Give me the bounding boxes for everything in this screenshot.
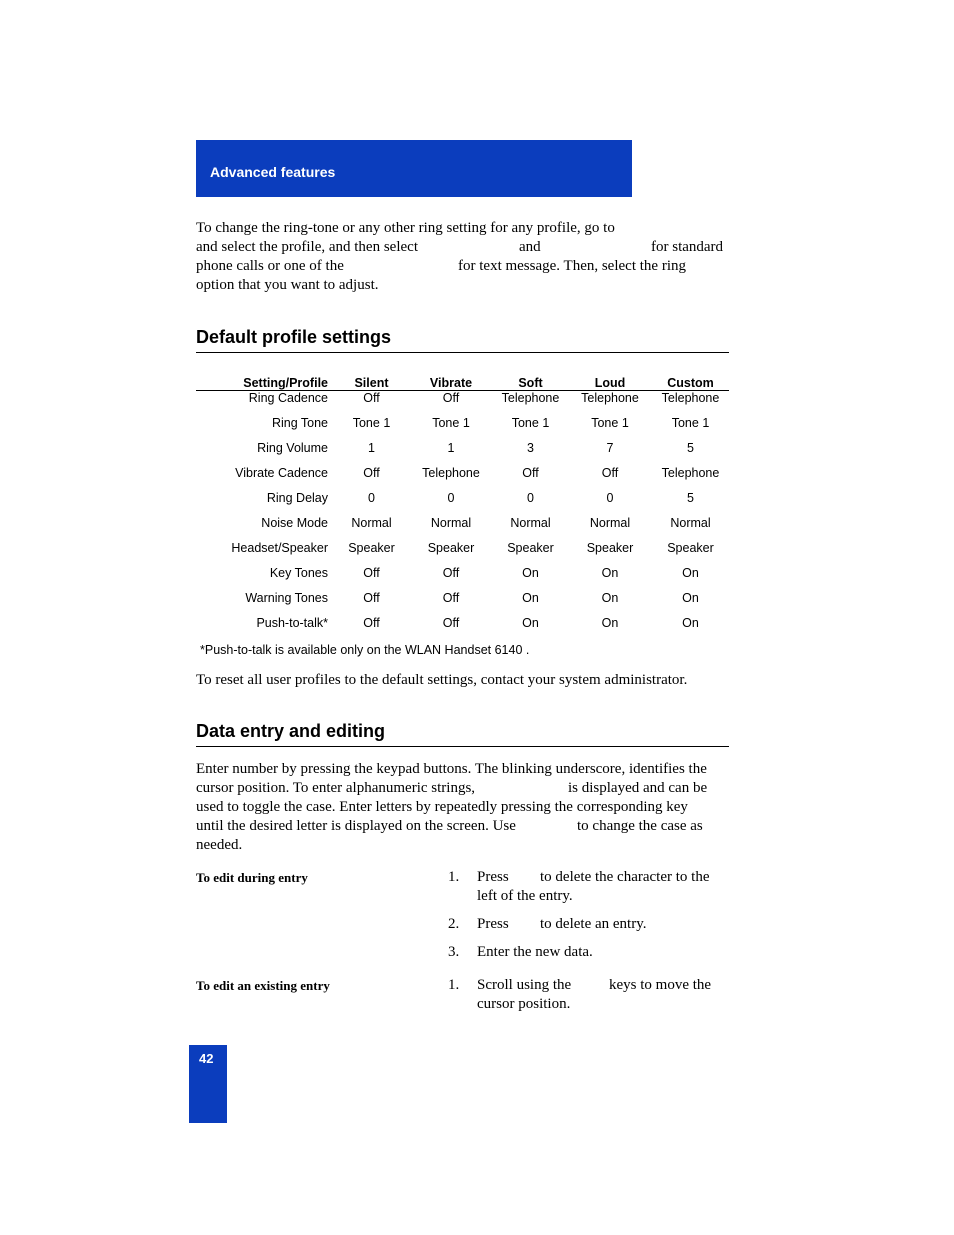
step-number: 3. (448, 944, 460, 960)
step-text: to delete an entry. (540, 916, 647, 932)
table-cell: Tone 1 (432, 416, 470, 430)
column-header: Soft (493, 374, 568, 391)
table-row (196, 416, 729, 441)
table-cell: Normal (351, 516, 392, 530)
step-text: Scroll using the (477, 977, 572, 993)
table-cell: On (682, 566, 699, 580)
table-row (196, 491, 729, 516)
table-cell: 1 (368, 441, 375, 455)
data-entry-line-5: needed. (196, 837, 243, 853)
table-cell: 0 (606, 491, 614, 505)
intro-line-1: To change the ring-tone or any other ring setting for any profile, go to (196, 220, 615, 236)
table-row (196, 616, 729, 641)
section-heading-default-profile: Default profile settings (196, 326, 729, 353)
intro-line-3b: for text message. Then, select the ring (458, 258, 686, 274)
table-cell: Telephone (661, 466, 720, 480)
table-header-row (196, 374, 729, 391)
table-cell: Normal (430, 516, 472, 530)
table-row (196, 516, 729, 541)
table-cell: Tone 1 (671, 416, 710, 430)
row-label: Ring Tone (271, 416, 328, 430)
row-label: Push-to-talk* (256, 616, 328, 630)
table-row (196, 466, 729, 491)
row-label: Key Tones (269, 566, 328, 580)
table-footnote: *Push-to-talk is available only on the WLAN Handset 6140 . (200, 643, 530, 657)
row-label: Ring Cadence (248, 391, 328, 405)
row-label: Ring Delay (266, 491, 328, 505)
step-number: 2. (448, 916, 460, 932)
step-number: 1. (448, 977, 460, 993)
page-number: 42 (199, 1051, 214, 1066)
edit-during-entry-label: To edit during entry (196, 870, 308, 885)
profile-settings-table (196, 374, 729, 641)
table-cell: 1 (447, 441, 455, 455)
table-cell: 0 (368, 491, 375, 505)
data-entry-line-2a: cursor position. To enter alphanumeric strings, (196, 780, 476, 796)
intro-line-2b: and (519, 239, 541, 255)
data-entry-line-4a: until the desired letter is displayed on the screen. Use (196, 818, 516, 834)
table-cell: Off (442, 616, 460, 630)
table-cell: Off (363, 616, 380, 630)
table-row (196, 591, 729, 616)
data-entry-line-4b: to change the case as (577, 818, 703, 834)
column-header: Silent (334, 374, 409, 391)
edit-existing-entry-label: To edit an existing entry (196, 978, 330, 993)
row-label: Vibrate Cadence (235, 466, 328, 480)
table-cell: Off (363, 566, 380, 580)
table-cell: Tone 1 (352, 416, 391, 430)
table-cell: 7 (606, 441, 614, 455)
table-row (196, 566, 729, 591)
row-label: Ring Volume (257, 441, 328, 455)
table-cell: 5 (687, 491, 694, 505)
table-cell: Tone 1 (591, 416, 629, 430)
intro-line-2a: and select the profile, and then select (196, 239, 418, 255)
intro-line-3a: phone calls or one of the (196, 258, 344, 274)
table-cell: Normal (670, 516, 711, 530)
row-label: Noise Mode (261, 516, 328, 530)
intro-paragraph (196, 219, 730, 295)
step-text: left of the entry. (477, 888, 573, 904)
step-text: Press (477, 916, 509, 932)
table-row (196, 541, 729, 566)
table-cell: Off (601, 466, 619, 480)
column-header: Setting/Profile (196, 374, 334, 391)
table-cell: Off (363, 391, 380, 405)
table-cell: On (522, 566, 539, 580)
data-entry-line-1: Enter number by pressing the keypad buttons. The blinking underscore, identifies the (196, 761, 707, 777)
table-cell: On (601, 616, 619, 630)
table-cell: Off (442, 591, 460, 605)
table-cell: Speaker (586, 541, 634, 555)
table-cell: Off (442, 566, 460, 580)
table-cell: Telephone (661, 391, 720, 405)
reset-paragraph (196, 671, 730, 690)
column-header: Vibrate (409, 374, 493, 391)
table-cell: Speaker (427, 541, 475, 555)
intro-line-2c: for standard (651, 239, 724, 255)
chapter-title: Advanced features (210, 164, 336, 180)
table-cell: 0 (447, 491, 455, 505)
table-cell: Speaker (507, 541, 554, 555)
step-text: cursor position. (477, 996, 571, 1012)
step-number: 1. (448, 869, 460, 885)
table-cell: Off (363, 591, 380, 605)
table-row (196, 391, 729, 417)
table-cell: 3 (527, 441, 534, 455)
section-heading-data-entry: Data entry and editing (196, 720, 729, 747)
page-number-tab (189, 1045, 227, 1123)
table-cell: On (682, 591, 699, 605)
step-text: Enter the new data. (477, 944, 593, 960)
step-text: Press (477, 869, 509, 885)
table-cell: Telephone (501, 391, 560, 405)
step-text: to delete the character to the (540, 869, 710, 885)
reset-text: To reset all user profiles to the default settings, contact your system administrator. (196, 672, 688, 688)
table-cell: Off (522, 466, 539, 480)
data-entry-line-2b: is displayed and can be (568, 780, 708, 796)
table-cell: On (522, 591, 539, 605)
table-cell: Tone 1 (511, 416, 550, 430)
data-entry-line-3: used to toggle the case. Enter letters by repeatedly pressing the corresponding key (196, 799, 688, 815)
table-cell: Off (442, 391, 460, 405)
row-label: Warning Tones (245, 591, 328, 605)
table-cell: 0 (527, 491, 534, 505)
data-entry-paragraph (196, 760, 730, 855)
table-cell: On (682, 616, 699, 630)
table-cell: Off (363, 466, 380, 480)
table-cell: On (601, 566, 619, 580)
table-cell: On (601, 591, 619, 605)
row-label: Headset/Speaker (231, 541, 328, 555)
table-cell: On (522, 616, 539, 630)
column-header: Custom (652, 374, 729, 391)
table-row (196, 441, 729, 466)
step-text: keys to move the (609, 977, 712, 993)
chapter-header-bar (196, 140, 632, 197)
table-cell: Speaker (348, 541, 395, 555)
table-cell: Telephone (581, 391, 639, 405)
column-header: Loud (568, 374, 652, 391)
table-cell: Speaker (667, 541, 714, 555)
intro-line-4: option that you want to adjust. (196, 277, 379, 293)
table-cell: Telephone (422, 466, 480, 480)
table-cell: 5 (687, 441, 694, 455)
table-cell: Normal (510, 516, 551, 530)
table-cell: Normal (589, 516, 631, 530)
